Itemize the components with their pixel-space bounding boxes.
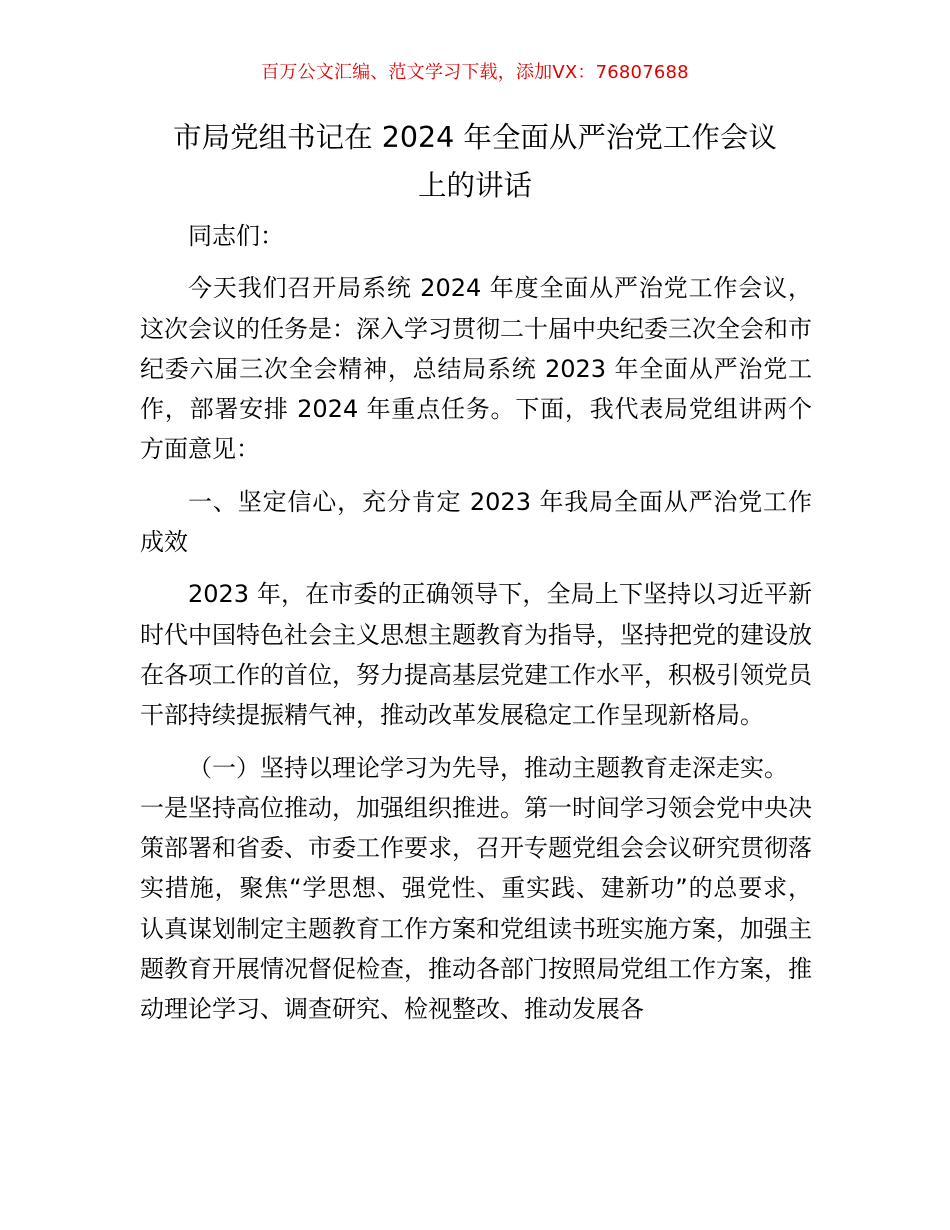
- intro-paragraph: 今天我们召开局系统 2024 年度全面从严治党工作会议，这次会议的任务是：深入学习贯彻二十届中央纪委三次全会和市纪委六届三次全会精神，总结局系统 2023 年全面从严治党工作，部署安排 2024 年重点任务。下面，我代表局党组讲两个方面意见：: [140, 274, 812, 464]
- salutation: 同志们：: [188, 222, 284, 250]
- document-body: [140, 216, 812, 1042]
- document-title: [140, 114, 810, 210]
- section-heading-1: 一、坚定信心，充分肯定 2023 年我局全面从严治党工作成效: [140, 487, 812, 557]
- title-line-2: 上的讲话: [417, 169, 532, 202]
- body-paragraph: 2023 年，在市委的正确领导下，全局上下坚持以习近平新时代中国特色社会主义思想主题教育为指导，坚持把党的建设放在各项工作的首位，努力提高基层党建工作水平，积极引领党员干部持续提振精气神，推动改革发展稳定工作呈现新格局。: [140, 580, 812, 730]
- body-paragraph: 一是坚持高位推动，加强组织推进。第一时间学习领会党中央决策部署和省委、市委工作要求，召开专题党组会会议研究贯彻落实措施，聚焦“学思想、强党性、重实践、建新功”的总要求，认真谋划制定主题教育工作方案和党组读书班实施方案，加强主题教育开展情况督促检查，推动各部门按照局党组工作方案，推动理论学习、调查研究、检视整改、推动发展各: [140, 793, 812, 1024]
- subsection-heading-1: （一）坚持以理论学习为先导，推动主题教育走深走实。: [188, 753, 788, 782]
- promo-header: 百万公文汇编、范文学习下载，添加VX：76807688: [261, 62, 689, 83]
- title-line-1: 市局党组书记在 2024 年全面从严治党工作会议: [173, 121, 777, 154]
